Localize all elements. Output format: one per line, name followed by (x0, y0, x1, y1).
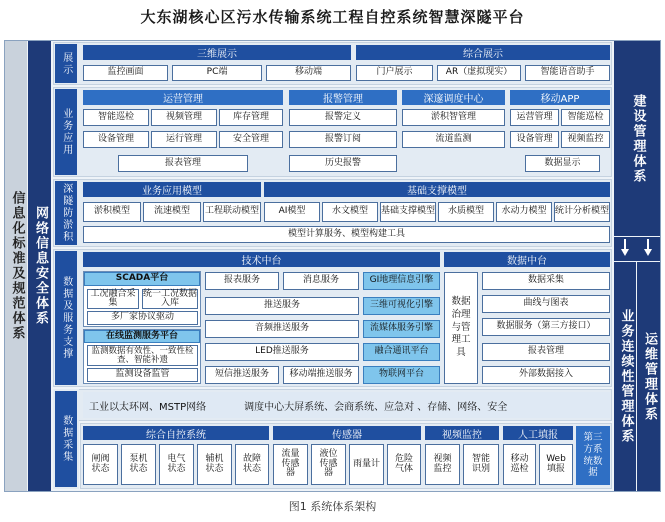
arrow-zone (614, 237, 660, 261)
display-item: PC端 (172, 65, 262, 81)
service-item: 短信推送服务 (205, 366, 279, 384)
ops-item: 库存管理 (219, 109, 283, 126)
video-item: 智能识别 (463, 444, 499, 485)
ops-item: 安全管理 (219, 131, 283, 148)
mobile-item: 视频监控 (561, 131, 610, 148)
arrow-shaft (647, 239, 649, 249)
mobile-item: 数据显示 (525, 155, 600, 172)
model-item: AI模型 (264, 202, 320, 222)
auto-item: 闸阀状态 (83, 444, 118, 485)
engine-item: 物联网平台 (363, 366, 440, 384)
alarm-header: 报警管理 (289, 90, 397, 105)
data-item: 报表管理 (482, 343, 610, 361)
scada-header: SCADA平台 (84, 272, 200, 286)
network-left: 工业以太环网、MSTP网络 (89, 401, 207, 413)
auto-item: 故障状态 (235, 444, 269, 485)
display-row-label: 展示 (55, 44, 77, 83)
arrow-shaft (624, 239, 626, 249)
mobile-item: 运营管理 (510, 109, 559, 126)
video-header: 视频监控 (425, 426, 499, 440)
continuity-bar (614, 262, 636, 491)
third-party-label: 第三方系统数据 (583, 431, 603, 479)
display-item: AR（虚拟现实） (437, 65, 521, 81)
scada-item: 统一工况数据入库 (143, 288, 198, 308)
auto-item: 辅机状态 (197, 444, 232, 485)
operation-bar (637, 262, 660, 491)
engine-item: GI地理信息引擎 (363, 272, 440, 290)
operation-label: 运维管理体系 (641, 331, 657, 422)
standards-bar (5, 41, 27, 491)
model-item: 工程联动模型 (203, 202, 261, 222)
display-item: 移动端 (266, 65, 351, 81)
sensor-item: 液位传感器 (311, 444, 346, 485)
governance-box (444, 272, 478, 384)
service-item: 音频推送服务 (205, 320, 359, 338)
display-item: 监控画面 (83, 65, 168, 81)
data-item: 数据采集 (482, 272, 610, 290)
figure-caption: 图1 系统体系架构 (288, 500, 377, 513)
monitor-item: 监测设备监管 (87, 368, 198, 382)
manual-item: 移动巡检 (503, 444, 536, 485)
model-item: 水动力模型 (496, 202, 552, 222)
sensor-item: 流量传感器 (273, 444, 308, 485)
auto-item: 泵机状态 (121, 444, 156, 485)
construction-label: 建设管理体系 (630, 93, 646, 184)
sensor-header: 传感器 (273, 426, 421, 440)
dredge-item: 流道监测 (402, 131, 505, 148)
mobile-header: 移动APP (510, 90, 610, 105)
model-footer: 模型计算服务、模型构建工具 (83, 226, 610, 243)
security-label: 网络信息安全体系 (32, 206, 48, 326)
collection-row-label: 数据采集 (55, 391, 77, 487)
tech-header: 技术中台 (83, 252, 440, 267)
business-model-header: 业务应用模型 (83, 182, 261, 197)
alarm-item: 报警订阅 (289, 131, 397, 148)
standards-label: 信息化标准及规范体系 (9, 191, 25, 341)
page-title: 大东湖核心区污水传输系统工程自控系统智慧深隧平台 (140, 8, 525, 26)
engine-item: 流媒体服务引擎 (363, 320, 440, 338)
network-right: 调度中心大屏系统、会商系统、应急对 、存储、网络、安全 (244, 401, 508, 413)
manual-header: 人工填报 (503, 426, 573, 440)
display-integrated-header: 综合展示 (356, 45, 610, 60)
service-item: 消息服务 (283, 272, 359, 290)
auto-item: 电气状态 (159, 444, 194, 485)
ops-item: 报表管理 (118, 155, 248, 172)
model-item: 流速模型 (143, 202, 201, 222)
arrow-down-icon (621, 249, 629, 256)
service-item: 推送服务 (205, 297, 359, 315)
arrow-down-icon (644, 249, 652, 256)
data-item: 曲线与图表 (482, 295, 610, 313)
base-model-header: 基础支撑模型 (264, 182, 610, 197)
manual-item: Web填报 (539, 444, 573, 485)
alarm-item: 历史报警 (289, 155, 397, 172)
model-item: 统计分析模型 (554, 202, 610, 222)
construction-bar (614, 41, 660, 236)
third-party-box (576, 426, 610, 485)
video-item: 视频监控 (425, 444, 460, 485)
governance-label: 数据治理与管理工具 (451, 295, 471, 359)
dredge-item: 淤积智管理 (402, 109, 505, 126)
network-bar (83, 392, 610, 418)
sensor-item: 危险气体 (387, 444, 421, 485)
display-item: 门户展示 (356, 65, 433, 81)
data-item: 数据服务（第三方接口） (482, 318, 610, 336)
engine-item: 融合通讯平台 (363, 343, 440, 361)
display-item: 智能语音助手 (525, 65, 610, 81)
mobile-item: 设备管理 (510, 131, 559, 148)
business-row-label: 业务应用 (55, 89, 77, 175)
auto-header: 综合自控系统 (83, 426, 269, 440)
service-item: LED推送服务 (205, 343, 359, 361)
model-item: 水质模型 (438, 202, 494, 222)
data-service-row-label: 数据及服务支撑 (55, 251, 77, 385)
model-row-label: 深隧防淤积 (55, 181, 77, 245)
data-item: 外部数据接入 (482, 366, 610, 384)
security-bar (28, 41, 51, 491)
alarm-item: 报警定义 (289, 109, 397, 126)
monitor-item: 监测数据有效性、一致性检查、智能补遗 (87, 345, 198, 366)
model-item: 基础支撑模型 (380, 202, 436, 222)
data-header: 数据中台 (444, 252, 610, 267)
scada-item: 工况融合采集 (87, 289, 139, 309)
model-item: 水文模型 (322, 202, 378, 222)
scada-item: 多厂家协议驱动 (87, 311, 198, 325)
service-item: 移动端推送服务 (283, 366, 359, 384)
engine-item: 三维可视化引擎 (363, 297, 440, 315)
model-item: 淤积模型 (83, 202, 141, 222)
monitor-header: 在线监测服务平台 (84, 330, 200, 343)
mobile-item: 智能巡检 (561, 109, 610, 126)
display-3d-header: 三维展示 (83, 45, 351, 60)
sensor-item: 雨量计 (349, 444, 384, 485)
ops-header: 运营管理 (83, 90, 283, 105)
service-item: 报表服务 (205, 272, 279, 290)
ops-item: 设备管理 (83, 131, 149, 148)
ops-item: 运行管理 (151, 131, 217, 148)
ops-item: 智能巡检 (83, 109, 149, 126)
ops-item: 视频管理 (151, 109, 217, 126)
dredge-header: 深邃调度中心 (402, 90, 505, 105)
continuity-label: 业务连续性管理体系 (618, 309, 634, 444)
